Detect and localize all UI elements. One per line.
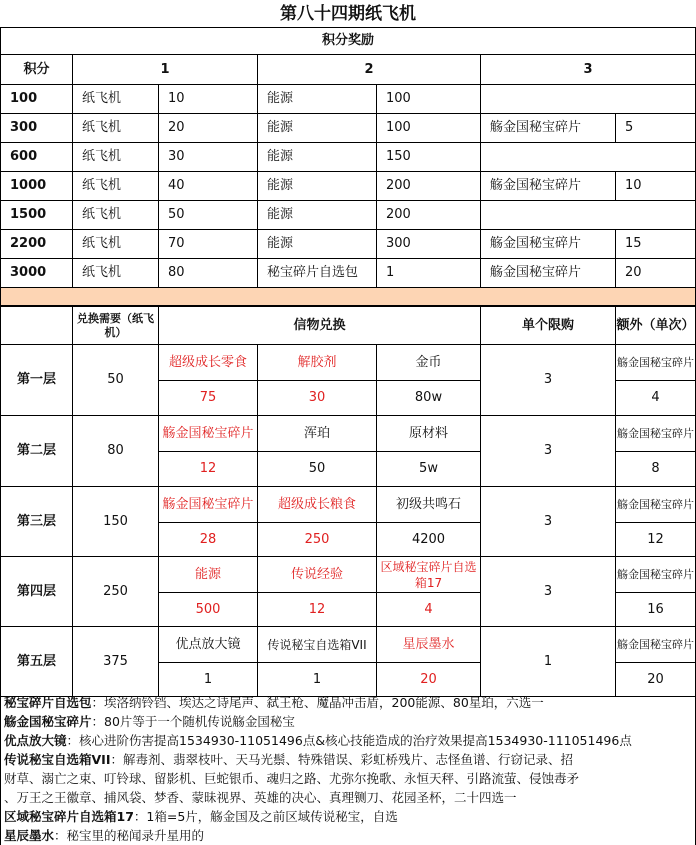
reward-item-1: 纸飞机 — [73, 114, 159, 143]
reward-qty-2: 300 — [377, 230, 481, 259]
reward-item-2: 能源 — [258, 143, 377, 172]
exchange-item-qty: 5w — [377, 452, 481, 487]
exchange-item-qty: 1 — [159, 663, 258, 697]
layer-limit: 3 — [481, 416, 616, 487]
note-key: 秘宝碎片自选包 — [4, 695, 92, 710]
reward-row — [1, 259, 696, 288]
exchange-item-qty: 75 — [159, 381, 258, 416]
exchange-item-qty: 30 — [258, 381, 377, 416]
exchange-item-name: 传说秘宝自选箱VII — [258, 627, 377, 663]
reward-row — [1, 143, 696, 172]
note-line — [1, 769, 695, 788]
exchange-item-qty: 500 — [159, 593, 258, 627]
reward-qty-1: 40 — [159, 172, 258, 201]
note-text: 、万王之王徽章、捕风袋、梦香、蒙昧视界、英雄的决心、真理铡刀、花园圣杯，二十四选一 — [4, 790, 517, 805]
col3-header: 3 — [481, 55, 696, 85]
layer-cost: 150 — [73, 487, 159, 557]
layer-cost: 375 — [73, 627, 159, 697]
layer-name: 第三层 — [1, 487, 73, 557]
reward-row — [1, 201, 696, 230]
reward-qty-2: 1 — [377, 259, 481, 288]
reward-qty-1: 10 — [159, 85, 258, 114]
extra-item-qty: 16 — [616, 593, 696, 627]
exchange-item-qty: 28 — [159, 523, 258, 557]
extra-item-name: 觞金国秘宝碎片 — [616, 487, 696, 523]
layer-row — [1, 557, 696, 593]
note-key: 优点放大镜 — [4, 733, 67, 748]
extra-item-qty: 20 — [616, 663, 696, 697]
note-text: ：80片等于一个随机传说觞金国秘宝 — [91, 714, 295, 729]
reward-qty-1: 70 — [159, 230, 258, 259]
note-text: ：秘宝里的秘闻录升星用的 — [54, 828, 205, 843]
layer-name: 第二层 — [1, 416, 73, 487]
layer-name: 第一层 — [1, 345, 73, 416]
exchange-item-name: 能源 — [159, 557, 258, 593]
extra-item-name: 觞金国秘宝碎片 — [616, 557, 696, 593]
exchange-item-qty: 4 — [377, 593, 481, 627]
exchange-item-qty: 12 — [159, 452, 258, 487]
col-cost-header: 兑换需要（纸飞机） — [73, 307, 159, 345]
reward-qty-3: 20 — [616, 259, 696, 288]
reward-qty-2: 150 — [377, 143, 481, 172]
exchange-item-qty: 12 — [258, 593, 377, 627]
reward-qty-2: 100 — [377, 114, 481, 143]
reward-item-3: 觞金国秘宝碎片 — [481, 114, 616, 143]
reward-points: 1500 — [1, 201, 73, 230]
exchange-item-name: 星辰墨水 — [377, 627, 481, 663]
reward-item-1: 纸飞机 — [73, 172, 159, 201]
reward-row — [1, 230, 696, 259]
layer-limit: 3 — [481, 345, 616, 416]
col2-header: 2 — [258, 55, 481, 85]
reward-row — [1, 114, 696, 143]
reward-qty-2: 200 — [377, 172, 481, 201]
reward-qty-1: 50 — [159, 201, 258, 230]
exchange-item-name: 觞金国秘宝碎片 — [159, 487, 258, 523]
exchange-item-name: 区域秘宝碎片自选箱17 — [377, 557, 481, 593]
note-line — [1, 750, 695, 769]
exchange-item-qty: 250 — [258, 523, 377, 557]
reward-empty — [481, 201, 696, 230]
note-key: 区域秘宝碎片自选箱17 — [4, 809, 134, 824]
note-line — [1, 788, 695, 807]
exchange-item-name: 优点放大镜 — [159, 627, 258, 663]
note-line — [1, 826, 695, 845]
note-line — [1, 807, 695, 826]
exchange-item-name: 金币 — [377, 345, 481, 381]
reward-item-2: 能源 — [258, 201, 377, 230]
layer-name: 第四层 — [1, 557, 73, 627]
reward-item-1: 纸飞机 — [73, 230, 159, 259]
notes-section — [0, 693, 696, 845]
layer-row — [1, 345, 696, 381]
note-key: 传说秘宝自选箱VII — [4, 752, 111, 767]
reward-qty-1: 30 — [159, 143, 258, 172]
extra-item-name: 觞金国秘宝碎片 — [616, 345, 696, 381]
exchange-item-qty: 50 — [258, 452, 377, 487]
note-text: 财草、溺亡之束、叮铃球、留影机、巨蛇银币、魂归之路、尤弥尔挽歌、永恒天秤、引路流萤、侵蚀毒矛 — [4, 771, 580, 786]
reward-row — [1, 85, 696, 114]
note-line — [1, 712, 695, 731]
reward-item-2: 能源 — [258, 230, 377, 259]
reward-item-1: 纸飞机 — [73, 85, 159, 114]
reward-empty — [481, 143, 696, 172]
layer-name: 第五层 — [1, 627, 73, 697]
corner-cell — [1, 307, 73, 345]
reward-item-2: 能源 — [258, 85, 377, 114]
note-key: 觞金国秘宝碎片 — [4, 714, 92, 729]
exchange-item-name: 解胶剂 — [258, 345, 377, 381]
reward-points: 300 — [1, 114, 73, 143]
layer-row — [1, 487, 696, 523]
reward-item-1: 纸飞机 — [73, 259, 159, 288]
reward-empty — [481, 85, 696, 114]
reward-qty-2: 200 — [377, 201, 481, 230]
reward-points: 2200 — [1, 230, 73, 259]
reward-points: 3000 — [1, 259, 73, 288]
exchange-item-name: 传说经验 — [258, 557, 377, 593]
note-text: ：埃洛纳铃铛、埃达之诗尾声、弑王枪、魔晶冲击盾，200能源、80星珀，六选一 — [91, 695, 544, 710]
layer-limit: 1 — [481, 627, 616, 697]
col1-header: 1 — [73, 55, 258, 85]
exchange-item-name: 原材料 — [377, 416, 481, 452]
reward-item-3: 觞金国秘宝碎片 — [481, 230, 616, 259]
divider-band — [1, 288, 696, 306]
exchange-item-name: 初级共鸣石 — [377, 487, 481, 523]
reward-row — [1, 172, 696, 201]
reward-points: 600 — [1, 143, 73, 172]
reward-item-1: 纸飞机 — [73, 143, 159, 172]
exchange-item-qty: 80w — [377, 381, 481, 416]
note-text: ：核心进阶伤害提高1534930-11051496点&核心技能造成的治疗效果提高1534930-111051496点 — [66, 733, 632, 748]
exchange-item-name: 浑珀 — [258, 416, 377, 452]
extra-item-name: 觞金国秘宝碎片 — [616, 416, 696, 452]
reward-item-3: 觞金国秘宝碎片 — [481, 259, 616, 288]
note-text: ：1箱=5片，觞金国及之前区域传说秘宝，自选 — [133, 809, 398, 824]
reward-qty-2: 100 — [377, 85, 481, 114]
layer-row — [1, 627, 696, 663]
reward-item-1: 纸飞机 — [73, 201, 159, 230]
reward-qty-3: 15 — [616, 230, 696, 259]
col-items-header: 信物兑换 — [159, 307, 481, 345]
reward-heading: 积分奖励 — [1, 28, 696, 55]
note-line — [1, 731, 695, 750]
reward-qty-3: 5 — [616, 114, 696, 143]
reward-points: 1000 — [1, 172, 73, 201]
exchange-item-qty: 4200 — [377, 523, 481, 557]
note-key: 星辰墨水 — [4, 828, 55, 843]
col-extra-header: 额外（单次） — [616, 307, 696, 345]
reward-item-2: 能源 — [258, 172, 377, 201]
layer-cost: 80 — [73, 416, 159, 487]
exchange-item-name: 觞金国秘宝碎片 — [159, 416, 258, 452]
layer-cost: 50 — [73, 345, 159, 416]
page-title: 第八十四期纸飞机 — [280, 3, 417, 24]
reward-item-2: 能源 — [258, 114, 377, 143]
extra-item-qty: 12 — [616, 523, 696, 557]
reward-item-3: 觞金国秘宝碎片 — [481, 172, 616, 201]
layer-row — [1, 416, 696, 452]
note-line — [1, 693, 695, 712]
col-limit-header: 单个限购 — [481, 307, 616, 345]
note-text: ：解毒剂、翡翠枝叶、天马光鬃、特殊错误、彩虹桥残片、志怪鱼谱、行窃记录、招 — [110, 752, 573, 767]
layer-limit: 3 — [481, 487, 616, 557]
col-points-header: 积分 — [1, 55, 73, 85]
reward-qty-3: 10 — [616, 172, 696, 201]
reward-qty-1: 80 — [159, 259, 258, 288]
exchange-item-qty: 20 — [377, 663, 481, 697]
exchange-item-qty: 1 — [258, 663, 377, 697]
extra-item-name: 觞金国秘宝碎片 — [616, 627, 696, 663]
reward-item-2: 秘宝碎片自选包 — [258, 259, 377, 288]
extra-item-qty: 4 — [616, 381, 696, 416]
reward-qty-1: 20 — [159, 114, 258, 143]
exchange-item-name: 超级成长粮食 — [258, 487, 377, 523]
layer-limit: 3 — [481, 557, 616, 627]
reward-points: 100 — [1, 85, 73, 114]
exchange-item-name: 超级成长零食 — [159, 345, 258, 381]
extra-item-qty: 8 — [616, 452, 696, 487]
layer-cost: 250 — [73, 557, 159, 627]
